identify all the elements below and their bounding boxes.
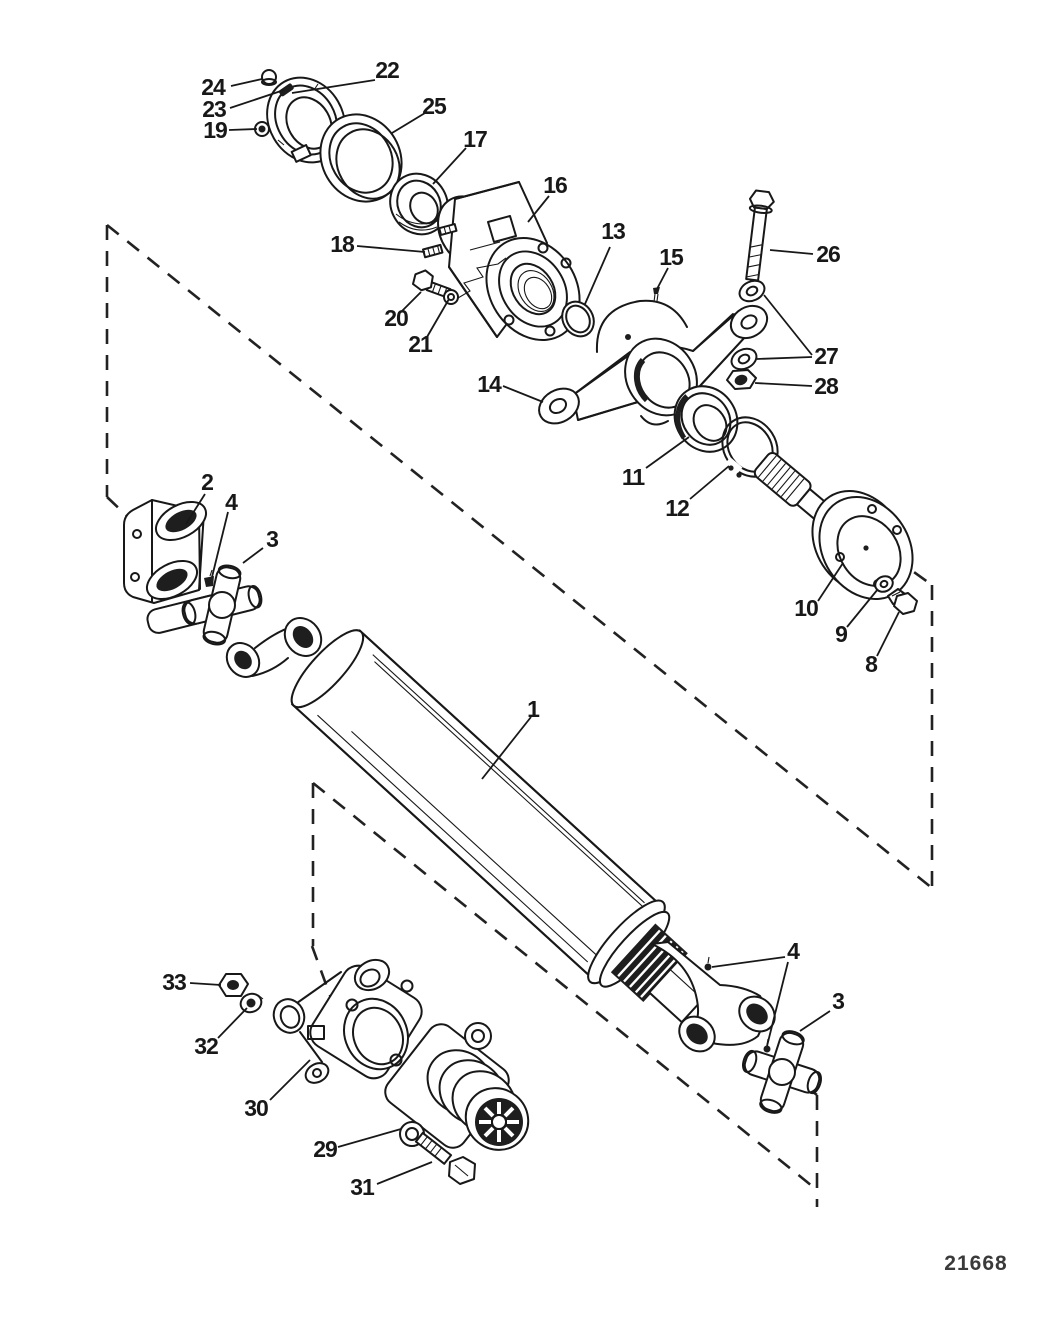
drawing-number: 21668 <box>944 1252 1008 1275</box>
callout-30: 30 <box>244 1095 268 1121</box>
leader-line-14 <box>503 386 543 402</box>
yoke-2 <box>124 494 212 607</box>
construction-lines <box>107 225 932 1207</box>
washer-21 <box>444 290 458 304</box>
callout-12: 12 <box>665 495 689 521</box>
callout-15: 15 <box>659 244 683 270</box>
leader-line-30 <box>270 1060 310 1100</box>
callout-14: 14 <box>477 371 501 397</box>
callout-22: 22 <box>375 57 399 83</box>
shaft-flange-10 <box>752 451 931 617</box>
callout-29: 29 <box>313 1136 337 1162</box>
callout-18: 18 <box>330 231 354 257</box>
leader-line-15 <box>657 268 668 289</box>
callout-26: 26 <box>816 241 840 267</box>
callout-24: 24 <box>201 74 225 100</box>
callout-11: 11 <box>621 464 645 490</box>
leader-line-19 <box>229 129 257 130</box>
leader-line-3 <box>800 1011 830 1031</box>
callout-32: 32 <box>194 1033 218 1059</box>
leader-line-33 <box>190 983 221 985</box>
parts-artwork <box>124 63 931 1184</box>
leader-line-3 <box>243 548 263 563</box>
nut-33 <box>219 974 248 996</box>
leader-line-4 <box>712 957 785 967</box>
callout-25: 25 <box>422 93 446 119</box>
leader-line-8 <box>877 612 899 656</box>
callout-9: 9 <box>835 621 847 647</box>
callout-8: 8 <box>865 651 877 677</box>
driveshaft-1 <box>220 611 782 1059</box>
leader-line-13 <box>585 247 610 304</box>
leader-line-27 <box>764 295 812 355</box>
callout-17: 17 <box>463 126 487 152</box>
callout-19: 19 <box>203 117 227 143</box>
bolt-8 <box>888 589 917 614</box>
washer-19 <box>255 122 269 136</box>
leader-line-27 <box>757 357 812 359</box>
leader-line-11 <box>646 437 689 468</box>
bolt-26 <box>740 190 775 281</box>
callout-28: 28 <box>814 373 838 399</box>
callout-20: 20 <box>384 305 408 331</box>
callout-16: 16 <box>543 172 567 198</box>
callout-23: 23 <box>202 96 226 122</box>
callout-1: 1 <box>527 696 539 722</box>
callout-3: 3 <box>832 988 844 1014</box>
pin-15 <box>653 287 660 302</box>
callout-3: 3 <box>266 526 278 552</box>
callout-4: 4 <box>787 938 799 964</box>
callout-27: 27 <box>814 343 838 369</box>
leader-line-17 <box>433 148 466 184</box>
callout-2: 2 <box>201 469 213 495</box>
leader-line-31 <box>377 1162 432 1184</box>
leader-line-28 <box>755 383 812 386</box>
nut-28 <box>727 370 756 389</box>
leader-line-24 <box>231 79 262 86</box>
leader-line-26 <box>770 250 813 254</box>
callout-4: 4 <box>225 489 237 515</box>
leader-line-18 <box>357 246 425 252</box>
callout-21: 21 <box>408 331 432 357</box>
u-joint-3-lower <box>740 1028 824 1115</box>
callout-10: 10 <box>794 595 818 621</box>
callout-13: 13 <box>601 218 625 244</box>
callout-33: 33 <box>162 969 186 995</box>
callout-31: 31 <box>350 1174 374 1200</box>
leader-line-29 <box>338 1129 401 1147</box>
cap-nut-24 <box>262 70 276 85</box>
leader-line-25 <box>392 113 425 133</box>
leader-line-32 <box>218 1008 247 1038</box>
leader-line-12 <box>690 466 729 499</box>
